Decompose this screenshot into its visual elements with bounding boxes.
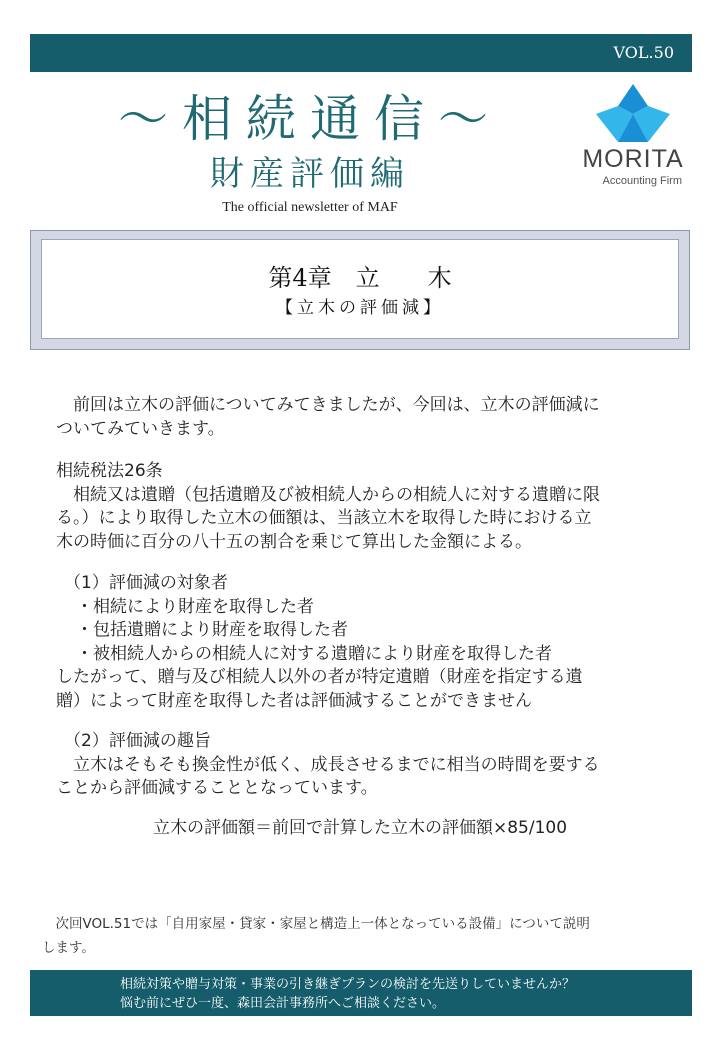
chapter-subtitle: 【立木の評価減】 bbox=[276, 298, 444, 318]
intro-line: 前回は立木の評価についてみてきましたが、今回は、立木の評価減に bbox=[56, 395, 600, 415]
newsletter-tagline: The official newsletter of MAF bbox=[222, 200, 398, 215]
law-line: 相続又は遺贈（包括遺贈及び被相続人からの相続人に対する遺贈に限 bbox=[56, 484, 600, 505]
section2-line: ことから評価減することとなっています。 bbox=[56, 778, 378, 798]
intro-paragraph bbox=[56, 394, 666, 441]
section1-note: 贈）によって財産を取得した者は評価減することができません bbox=[56, 690, 532, 711]
law-heading: 相続税法26条 bbox=[56, 461, 163, 481]
intro-line: ついてみていきます。 bbox=[56, 418, 225, 439]
next-issue-line: します。 bbox=[42, 940, 95, 956]
section1-item: ・被相続人からの相続人に対する遺贈により財産を取得した者 bbox=[76, 643, 552, 664]
section2 bbox=[56, 730, 666, 801]
section1 bbox=[56, 572, 666, 713]
chapter-banner bbox=[30, 230, 690, 350]
chapter-title: 第4章 立 木 bbox=[268, 264, 452, 292]
logo-name: MORITA bbox=[582, 145, 684, 173]
morita-logo bbox=[578, 84, 688, 194]
section1-heading: （1）評価減の対象者 bbox=[64, 573, 228, 593]
morita-diamond-logo-icon bbox=[596, 84, 670, 142]
next-issue-note bbox=[42, 912, 692, 960]
valuation-formula: 立木の評価額＝前回で計算した立木の評価額×85/100 bbox=[152, 818, 568, 838]
volume-label: VOL.50 bbox=[613, 43, 674, 62]
footer-bar bbox=[30, 970, 692, 1016]
footer-line: 悩む前にぜひ一度、森田会計事務所へご相談ください。 bbox=[120, 996, 446, 1011]
section1-note: したがって、贈与及び相続人以外の者が特定遺贈（財産を指定する遺 bbox=[56, 667, 583, 687]
law-line: 木の時価に百分の八十五の割合を乗じて算出した金額による。 bbox=[56, 531, 532, 552]
newsletter-title: ～相続通信～ bbox=[118, 90, 502, 148]
section2-heading: （2）評価減の趣旨 bbox=[64, 731, 211, 751]
section2-line: 立木はそもそも換金性が低く、成長させるまでに相当の時間を要する bbox=[56, 754, 600, 775]
chapter-banner-inner bbox=[41, 239, 679, 339]
law-section bbox=[56, 460, 666, 554]
newsletter-subtitle: 財産評価編 bbox=[210, 154, 410, 194]
law-line: る。）により取得した立木の価額は、当該立木を取得した時における立 bbox=[56, 508, 592, 528]
section1-item: ・包括遺贈により財産を取得した者 bbox=[76, 620, 348, 640]
next-issue-line: 次回VOL.51では「自用家屋・貸家・家屋と構造上一体となっている設備」について説明 bbox=[42, 916, 590, 932]
section1-item: ・相続により財産を取得した者 bbox=[76, 596, 314, 617]
footer-line: 相続対策や贈与対策・事業の引き継ぎプランの検討を先送りしていませんか？ bbox=[120, 977, 576, 992]
logo-subtitle: Accounting Firm bbox=[602, 175, 682, 187]
header-bar bbox=[30, 34, 692, 72]
